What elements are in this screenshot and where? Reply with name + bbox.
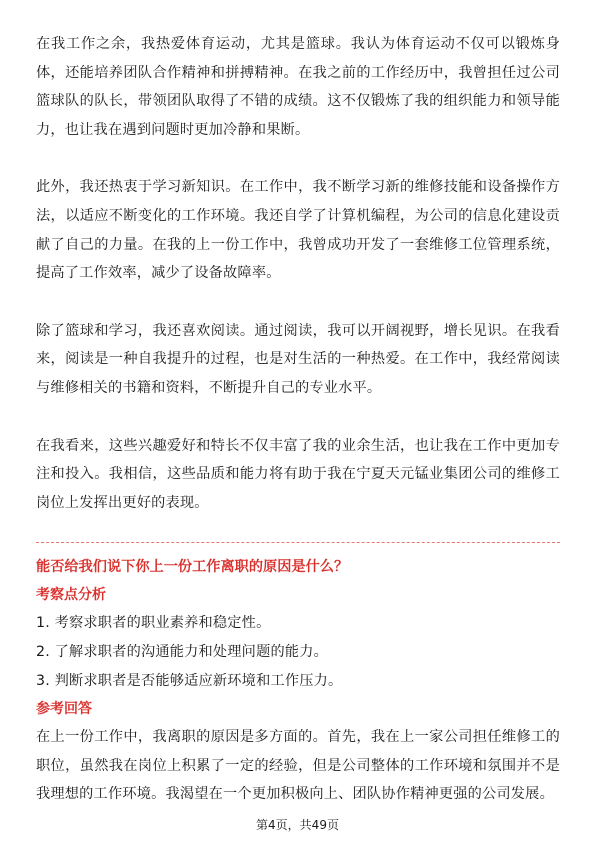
reference-heading: 参考回答	[36, 701, 92, 718]
paragraph-reading: 除了篮球和学习，我还喜欢阅读。通过阅读，我可以开阔视野，增长见识。在我看来，阅读是一种自我提升的过程，也是对生活的一种热爱。在工作中，我经常阅读与维修相关的书籍和资料，不断提升自己的专业水平。	[36, 322, 560, 396]
reference-answer: 在上一份工作中，我离职的原因是多方面的。首先，我在上一家公司担任维修工的职位，虽然我在岗位上积累了一定的经验，但是公司整体的工作环境和氛围并不是我理想的工作环境。我渴望在一个更加积极向上、团队协作精神更强的公司发展。	[36, 729, 560, 803]
analysis-heading: 考察点分析	[36, 587, 106, 604]
analysis-item: 3. 判断求职者是否能够适应新环境和工作压力。	[36, 672, 343, 689]
page-number-footer: 第4页，共49页	[256, 818, 339, 832]
interview-question: 能否给我们说下你上一份工作离职的原因是什么？	[36, 542, 560, 579]
analysis-item: 2. 了解求职者的沟通能力和处理问题的能力。	[36, 643, 329, 660]
page-content	[36, 30, 560, 809]
paragraph-conclusion: 在我看来，这些兴趣爱好和特长不仅丰富了我的业余生活，也让我在工作中更加专注和投入。我相信，这些品质和能力将有助于我在宁夏天元锰业集团公司的维修工岗位上发挥出更好的表现。	[36, 437, 560, 511]
analysis-item: 1. 考察求职者的职业素养和稳定性。	[36, 615, 271, 632]
paragraph-hobbies-sports: 在我工作之余，我热爱体育运动，尤其是篮球。我认为体育运动不仅可以锻炼身体，还能培养团队合作精神和拼搏精神。在我之前的工作经历中，我曾担任过公司篮球队的队长，带领团队取得了不错的成绩。这不仅锻炼了我的组织能力和领导能力，也让我在遇到问题时更加冷静和果断。	[36, 36, 560, 138]
paragraph-learning: 此外，我还热衷于学习新知识。在工作中，我不断学习新的维修技能和设备操作方法，以适应不断变化的工作环境。我还自学了计算机编程，为公司的信息化建设贡献了自己的力量。在我的上一份工作中，我曾成功开发了一套维修工位管理系统，提高了工作效率，减少了设备故障率。	[36, 179, 560, 282]
